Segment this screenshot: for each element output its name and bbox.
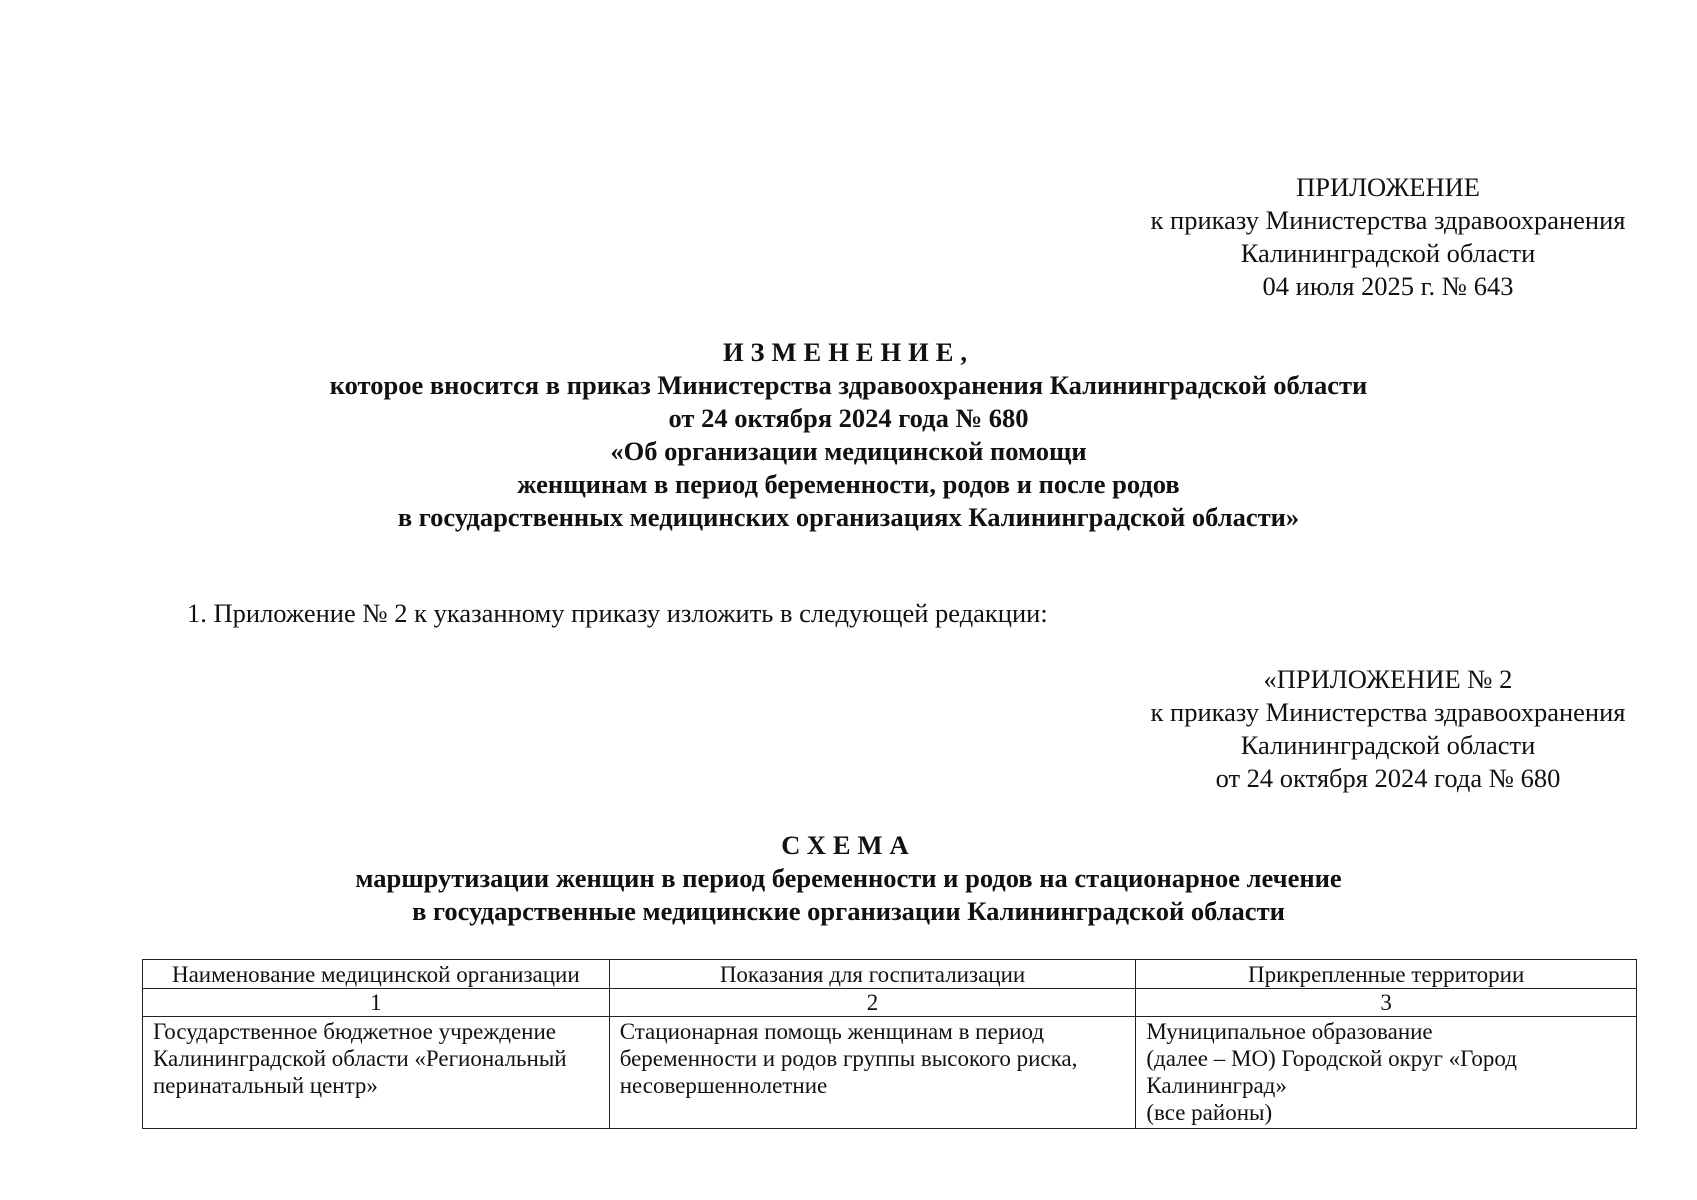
- territories-cell: [1136, 1017, 1637, 1129]
- indications-line: несовершеннолетние: [619, 1073, 828, 1098]
- change-heading: ИЗМЕНЕНИЕ,: [722, 337, 975, 367]
- appendix2-line-1: к приказу Министерства здравоохранения: [1150, 697, 1626, 727]
- appendix-title: ПРИЛОЖЕНИЕ: [1296, 172, 1480, 202]
- appendix2-title: «ПРИЛОЖЕНИЕ № 2: [1263, 664, 1513, 694]
- column-number-2: 2: [609, 989, 1136, 1017]
- column-number-1: 1: [143, 989, 610, 1017]
- change-title-line-1: которое вносится в приказ Министерства здравоохранения Калининградской области: [329, 370, 1368, 400]
- header-indications: Показания для госпитализации: [609, 960, 1136, 989]
- indications-line: беременности и родов группы высокого риска,: [619, 1046, 1078, 1071]
- appendix2-line-2: Калининградской области: [1240, 730, 1536, 760]
- scheme-title-line-1: маршрутизации женщин в период беременности и родов на стационарное лечение: [355, 863, 1342, 893]
- appendix-line-2: Калининградской области: [1240, 238, 1536, 268]
- change-title-line-4: женщинам в период беременности, родов и после родов: [517, 469, 1180, 499]
- territories-line: (далее – МО) Городской округ «Город: [1146, 1046, 1517, 1071]
- change-title-line-3: «Об организации медицинской помощи: [610, 436, 1087, 466]
- territories-line: (все районы): [1146, 1100, 1273, 1125]
- paragraph-1: 1. Приложение № 2 к указанному приказу изложить в следующей редакции:: [187, 598, 1048, 628]
- organization-cell: [143, 1017, 610, 1129]
- scheme-heading: СХЕМА: [781, 830, 916, 860]
- organization-line: Государственное бюджетное учреждение: [153, 1019, 556, 1044]
- scheme-title-line-2: в государственные медицинские организации Калининградской области: [412, 896, 1285, 926]
- change-title-line-5: в государственных медицинских организациях Калининградской области»: [397, 502, 1300, 532]
- header-organization: Наименование медицинской организации: [143, 960, 610, 989]
- organization-line: Калининградской области «Региональный: [153, 1046, 567, 1071]
- appendix-line-1: к приказу Министерства здравоохранения: [1150, 205, 1626, 235]
- header-territories: Прикрепленные территории: [1136, 960, 1637, 989]
- indications-line: Стационарная помощь женщинам в период: [619, 1019, 1045, 1044]
- appendix2-line-3: от 24 октября 2024 года № 680: [1215, 763, 1561, 793]
- column-number-3: 3: [1136, 989, 1637, 1017]
- table-header-row: [143, 960, 1637, 989]
- appendix-line-3: 04 июля 2025 г. № 643: [1262, 271, 1514, 301]
- organization-line: перинатальный центр»: [153, 1073, 378, 1098]
- table-number-row: [143, 989, 1637, 1017]
- territories-line: Калининград»: [1146, 1073, 1287, 1098]
- table-row: [143, 1017, 1637, 1129]
- routing-table: [142, 959, 1637, 1129]
- territories-line: Муниципальное образование: [1146, 1019, 1433, 1044]
- indications-cell: [609, 1017, 1136, 1129]
- change-title-line-2: от 24 октября 2024 года № 680: [668, 403, 1029, 433]
